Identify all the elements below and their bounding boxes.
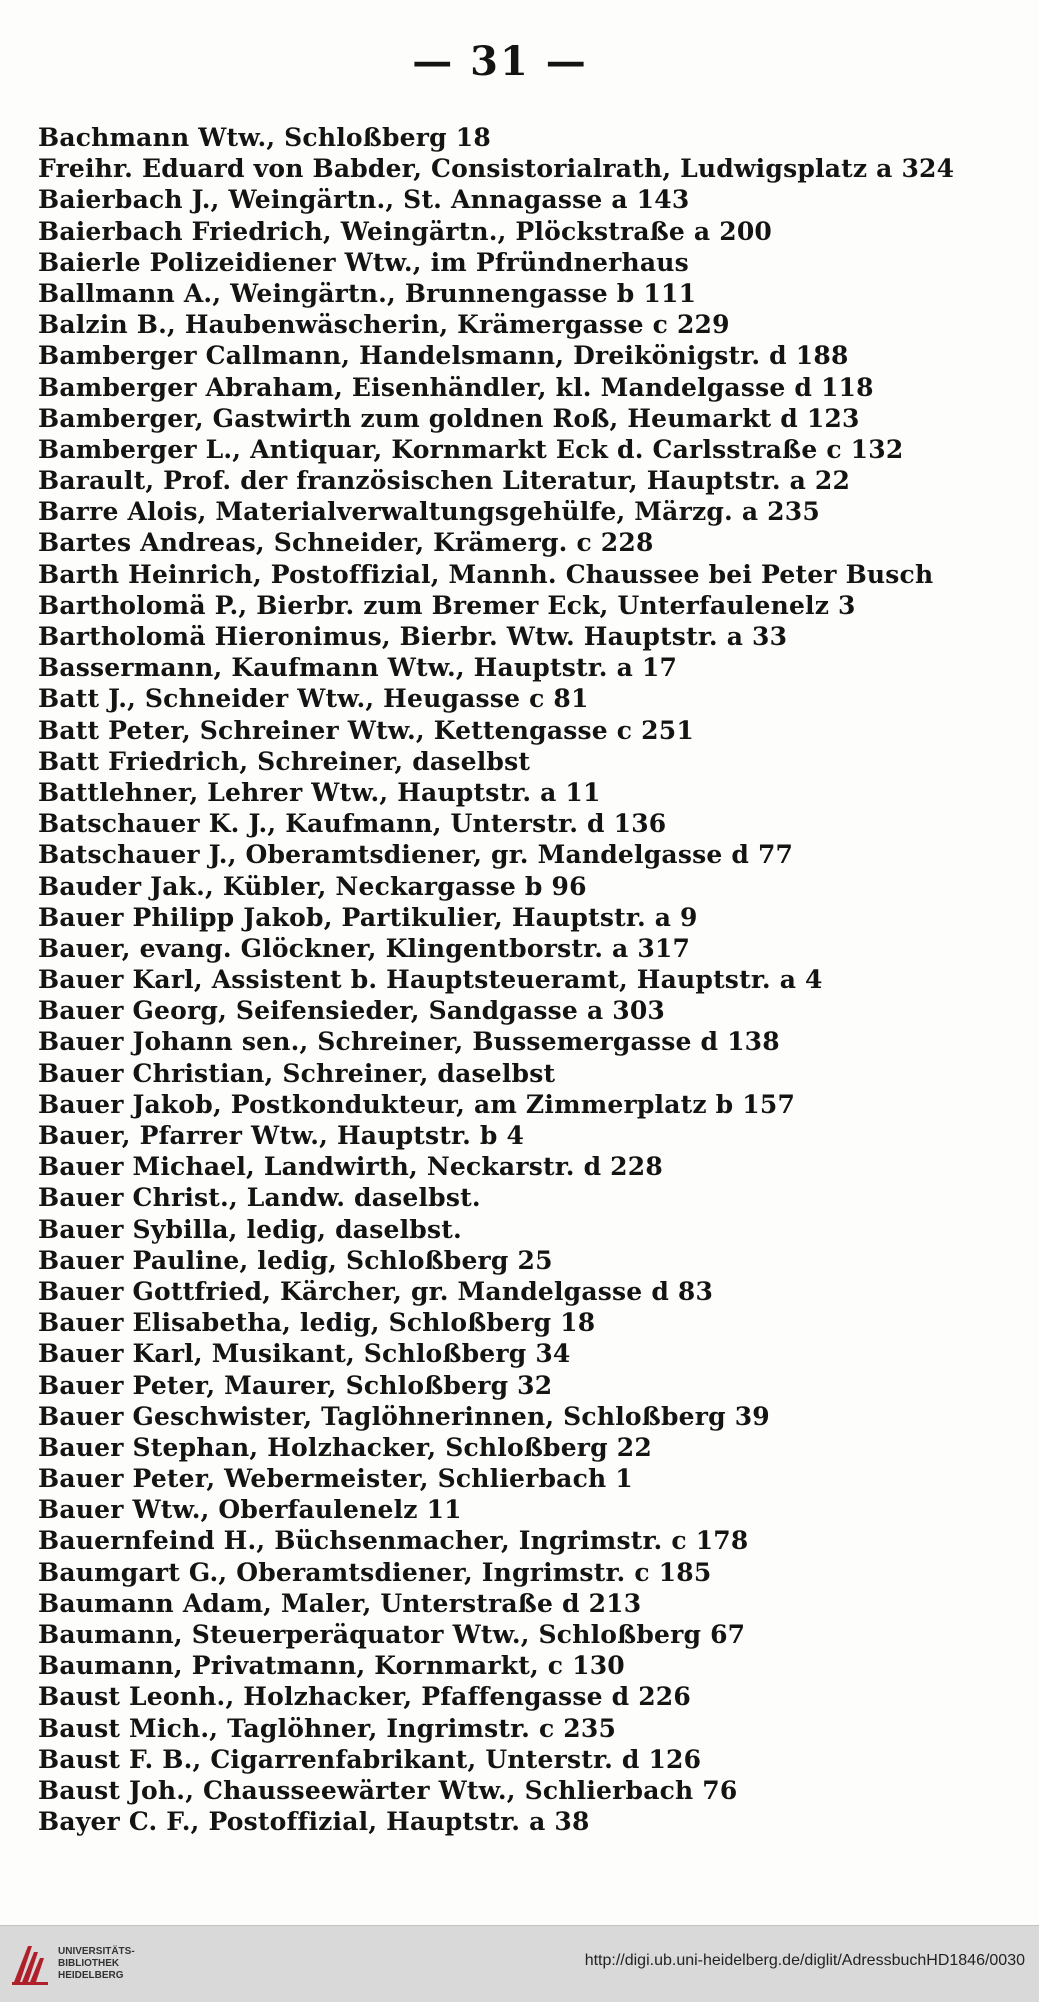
directory-entry: Balzin B., Haubenwäscherin, Krämergasse c 229 bbox=[38, 310, 730, 340]
directory-entry: Baust Leonh., Holzhacker, Pfaffengasse d 226 bbox=[38, 1682, 691, 1712]
directory-entry: Bauer Pauline, ledig, Schloßberg 25 bbox=[38, 1245, 553, 1275]
directory-entry: Baierbach Friedrich, Weingärtn., Plöckstraße a 200 bbox=[38, 216, 773, 246]
directory-entry: Bauer Christ., Landw. daselbst. bbox=[38, 1183, 481, 1213]
directory-entry: Bauer Georg, Seifensieder, Sandgasse a 303 bbox=[38, 996, 666, 1026]
directory-entry: Bauer, Pfarrer Wtw., Hauptstr. b 4 bbox=[38, 1121, 525, 1150]
directory-entry: Batschauer K. J., Kaufmann, Unterstr. d 136 bbox=[38, 809, 667, 839]
directory-entry: Baumgart G., Oberamtsdiener, Ingrimstr. c 185 bbox=[38, 1557, 712, 1587]
directory-entry: Baumann, Steuerperäquator Wtw., Schloßberg 67 bbox=[38, 1620, 746, 1649]
directory-entry: Bamberger Abraham, Eisenhändler, kl. Mandelgasse d 118 bbox=[38, 372, 874, 402]
directory-entry: Bayer C. F., Postoffizial, Hauptstr. a 38 bbox=[38, 1807, 590, 1837]
directory-entry: Batschauer J., Oberamtsdiener, gr. Mandelgasse d 77 bbox=[38, 840, 794, 870]
directory-entry: Ballmann A., Weingärtn., Brunnengasse b 111 bbox=[38, 278, 697, 308]
directory-entry: Bauer Geschwister, Taglöhnerinnen, Schloßberg 39 bbox=[38, 1401, 770, 1431]
directory-entry: Bauer Michael, Landwirth, Neckarstr. d 228 bbox=[38, 1152, 663, 1182]
directory-entry: Bauer Peter, Webermeister, Schlierbach 1 bbox=[38, 1464, 633, 1494]
page-number: — 31 — bbox=[412, 38, 588, 85]
permalink-url[interactable]: http://digi.ub.uni-heidelberg.de/diglit/AdressbuchHD1846/0030 bbox=[584, 1952, 1025, 1969]
directory-entry: Bauer Philipp Jakob, Partikulier, Hauptstr. a 9 bbox=[38, 902, 698, 932]
directory-entry: Bamberger, Gastwirth zum goldnen Roß, Heumarkt d 123 bbox=[38, 403, 860, 433]
directory-entry: Bauer Karl, Musikant, Schloßberg 34 bbox=[38, 1339, 571, 1369]
library-name bbox=[58, 1946, 135, 1982]
directory-entry: Baumann Adam, Maler, Unterstraße d 213 bbox=[38, 1588, 642, 1618]
directory-entry: Baierle Polizeidiener Wtw., im Pfründnerhaus bbox=[38, 247, 689, 277]
library-name-line2: BIBLIOTHEK bbox=[58, 1958, 120, 1969]
directory-entry: Battlehner, Lehrer Wtw., Hauptstr. a 11 bbox=[38, 777, 601, 807]
directory-entry: Bauder Jak., Kübler, Neckargasse b 96 bbox=[38, 871, 587, 901]
viewer-footer bbox=[0, 1925, 1039, 2002]
directory-entry: Bartholomä P., Bierbr. zum Bremer Eck, Unterfaulenelz 3 bbox=[38, 590, 856, 620]
directory-entry: Bartholomä Hieronimus, Bierbr. Wtw. Hauptstr. a 33 bbox=[38, 622, 788, 651]
directory-entry: Batt J., Schneider Wtw., Heugasse c 81 bbox=[38, 684, 589, 714]
directory-entry: Bachmann Wtw., Schloßberg 18 bbox=[38, 123, 491, 152]
university-library-logo-icon bbox=[12, 1942, 48, 1986]
directory-entry: Bauer Karl, Assistent b. Hauptsteueramt, Hauptstr. a 4 bbox=[38, 965, 823, 995]
directory-entry: Batt Friedrich, Schreiner, daselbst bbox=[38, 746, 531, 776]
library-name-line3: HEIDELBERG bbox=[58, 1970, 124, 1981]
directory-entry-list bbox=[38, 122, 998, 1837]
directory-entry: Barre Alois, Materialverwaltungsgehülfe, Märzg. a 235 bbox=[38, 497, 820, 527]
directory-entry: Bauernfeind H., Büchsenmacher, Ingrimstr. c 178 bbox=[38, 1526, 749, 1556]
directory-entry: Baust F. B., Cigarrenfabrikant, Unterstr. d 126 bbox=[38, 1744, 702, 1774]
directory-entry: Bamberger Callmann, Handelsmann, Dreikönigstr. d 188 bbox=[38, 341, 849, 371]
directory-entry: Barault, Prof. der französischen Literatur, Hauptstr. a 22 bbox=[38, 466, 851, 496]
directory-entry: Bartes Andreas, Schneider, Krämerg. c 228 bbox=[38, 528, 654, 558]
directory-entry: Baierbach J., Weingärtn., St. Annagasse a 143 bbox=[38, 185, 690, 215]
directory-entry: Bauer Jakob, Postkondukteur, am Zimmerplatz b 157 bbox=[38, 1089, 796, 1119]
directory-entry: Bauer, evang. Glöckner, Klingentborstr. a 317 bbox=[38, 933, 691, 963]
directory-entry: Baust Joh., Chausseewärter Wtw., Schlierbach 76 bbox=[38, 1775, 738, 1805]
directory-entry: Bauer Peter, Maurer, Schloßberg 32 bbox=[38, 1370, 553, 1400]
directory-entry: Barth Heinrich, Postoffizial, Mannh. Chaussee bei Peter Busch bbox=[38, 559, 934, 589]
directory-entry: Bauer Gottfried, Kärcher, gr. Mandelgasse d 83 bbox=[38, 1276, 714, 1306]
directory-entry: Baumann, Privatmann, Kornmarkt, c 130 bbox=[38, 1651, 625, 1681]
directory-entry: Freihr. Eduard von Babder, Consistorialrath, Ludwigsplatz a 324 bbox=[38, 154, 955, 184]
directory-entry: Bauer Stephan, Holzhacker, Schloßberg 22 bbox=[38, 1432, 652, 1462]
directory-entry: Bauer Elisabetha, ledig, Schloßberg 18 bbox=[38, 1308, 596, 1338]
directory-entry: Batt Peter, Schreiner Wtw., Kettengasse c 251 bbox=[38, 715, 694, 745]
directory-entry: Baust Mich., Taglöhner, Ingrimstr. c 235 bbox=[38, 1713, 617, 1743]
directory-entry: Bauer Johann sen., Schreiner, Bussemergasse d 138 bbox=[38, 1027, 780, 1057]
directory-entry: Bauer Sybilla, ledig, daselbst. bbox=[38, 1214, 462, 1244]
directory-entry: Bauer Wtw., Oberfaulenelz 11 bbox=[38, 1495, 462, 1525]
directory-entry: Bamberger L., Antiquar, Kornmarkt Eck d. Carlsstraße c 132 bbox=[38, 434, 904, 464]
directory-entry: Bauer Christian, Schreiner, daselbst bbox=[38, 1058, 556, 1088]
library-name-line1: UNIVERSITÄTS- bbox=[58, 1946, 135, 1957]
directory-entry: Bassermann, Kaufmann Wtw., Hauptstr. a 17 bbox=[38, 653, 678, 683]
